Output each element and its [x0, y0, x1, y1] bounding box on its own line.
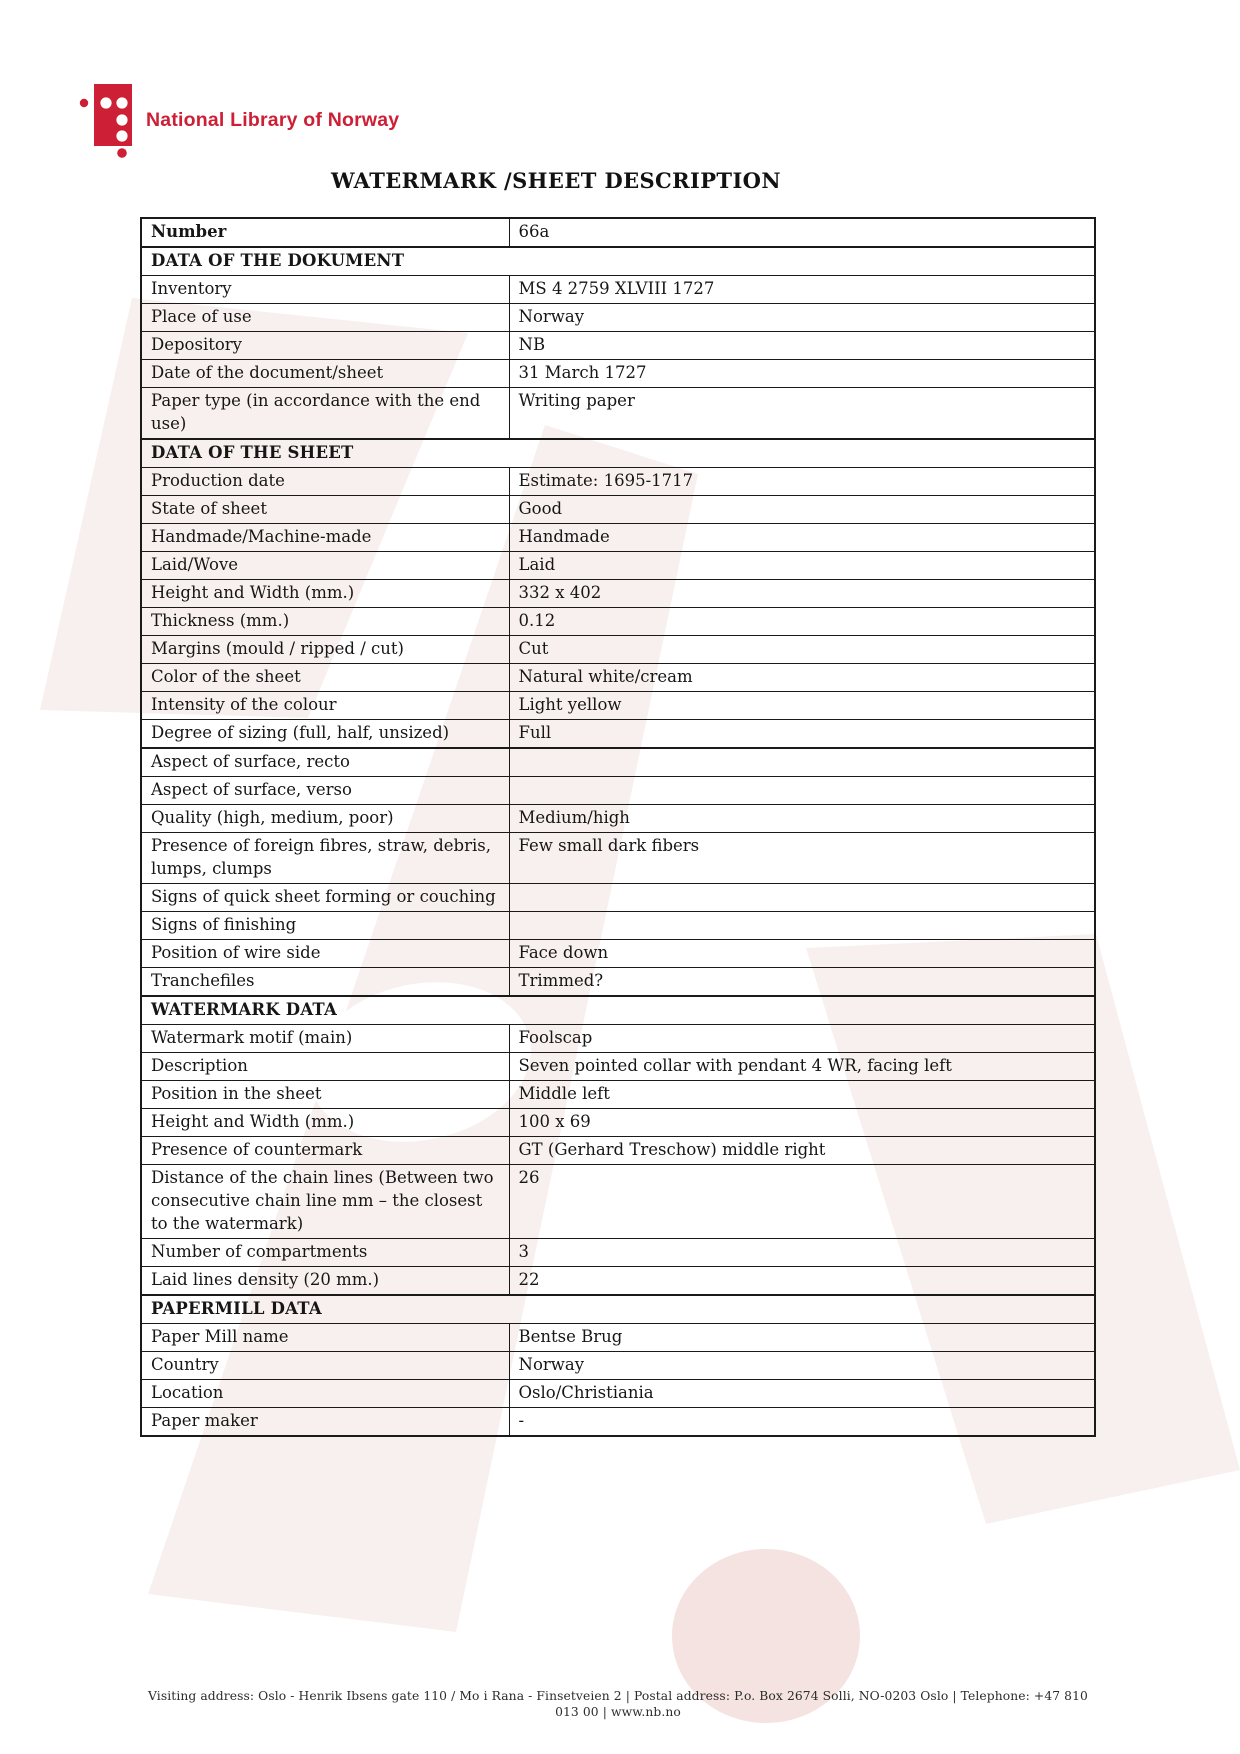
field-value: Middle left — [509, 1081, 1095, 1109]
field-label: Number — [141, 218, 509, 247]
table-row — [141, 1137, 1095, 1165]
footer-contact: Visiting address: Oslo - Henrik Ibsens gate 110 / Mo i Rana - Finsetveien 2 | Postal address: P.o. Box 2674 Solli, NO-0203 Oslo | Telephone: +47 810 013 00 | www.nb.no — [148, 1689, 1088, 1719]
section-header-row — [141, 247, 1095, 276]
field-value: Good — [509, 496, 1095, 524]
field-label: Signs of finishing — [141, 912, 509, 940]
field-value: 332 x 402 — [509, 580, 1095, 608]
field-value: MS 4 2759 XLVIII 1727 — [509, 276, 1095, 304]
field-label: Height and Width (mm.) — [141, 1109, 509, 1137]
field-label: Laid/Wove — [141, 552, 509, 580]
table-row — [141, 388, 1095, 440]
field-value: 66a — [509, 218, 1095, 247]
field-value: GT (Gerhard Treschow) middle right — [509, 1137, 1095, 1165]
section-title: DATA OF THE SHEET — [141, 439, 1095, 468]
table-row — [141, 496, 1095, 524]
table-row — [141, 468, 1095, 496]
table-row — [141, 608, 1095, 636]
field-value: Laid — [509, 552, 1095, 580]
field-value: - — [509, 1408, 1095, 1437]
table-row — [141, 968, 1095, 997]
table-row — [141, 1081, 1095, 1109]
table-row — [141, 1324, 1095, 1352]
field-label: Aspect of surface, verso — [141, 777, 509, 805]
field-value: Face down — [509, 940, 1095, 968]
table-row — [141, 833, 1095, 884]
field-label: Presence of foreign fibres, straw, debris, lumps, clumps — [141, 833, 509, 884]
nb-logo-text: National Library of Norway — [146, 109, 400, 131]
field-value — [509, 777, 1095, 805]
section-header-row — [141, 439, 1095, 468]
field-value: 100 x 69 — [509, 1109, 1095, 1137]
field-value — [509, 912, 1095, 940]
table-row — [141, 580, 1095, 608]
field-value: Foolscap — [509, 1025, 1095, 1053]
section-title: PAPERMILL DATA — [141, 1295, 1095, 1324]
table-row — [141, 1352, 1095, 1380]
field-label: Aspect of surface, recto — [141, 748, 509, 777]
field-value: Light yellow — [509, 692, 1095, 720]
table-row — [141, 748, 1095, 777]
field-value: Trimmed? — [509, 968, 1095, 997]
table-row — [141, 276, 1095, 304]
field-value — [509, 748, 1095, 777]
table-row — [141, 884, 1095, 912]
field-label: Number of compartments — [141, 1239, 509, 1267]
field-value — [509, 884, 1095, 912]
watermark-description-table — [140, 217, 1096, 1437]
field-label: Thickness (mm.) — [141, 608, 509, 636]
field-value: 31 March 1727 — [509, 360, 1095, 388]
section-title: DATA OF THE DOKUMENT — [141, 247, 1095, 276]
section-header-row — [141, 996, 1095, 1025]
field-label: Date of the document/sheet — [141, 360, 509, 388]
field-value: Seven pointed collar with pendant 4 WR, facing left — [509, 1053, 1095, 1081]
table-row — [141, 1267, 1095, 1296]
field-label: Quality (high, medium, poor) — [141, 805, 509, 833]
table-row — [141, 1239, 1095, 1267]
table-row — [141, 360, 1095, 388]
table-row — [141, 524, 1095, 552]
field-value: Bentse Brug — [509, 1324, 1095, 1352]
field-value: Full — [509, 720, 1095, 749]
field-label: Height and Width (mm.) — [141, 580, 509, 608]
field-label: Intensity of the colour — [141, 692, 509, 720]
field-label: Presence of countermark — [141, 1137, 509, 1165]
table-row — [141, 1053, 1095, 1081]
field-value: NB — [509, 332, 1095, 360]
table-row — [141, 218, 1095, 247]
table-row — [141, 1408, 1095, 1437]
field-label: State of sheet — [141, 496, 509, 524]
field-label: Degree of sizing (full, half, unsized) — [141, 720, 509, 749]
field-label: Watermark motif (main) — [141, 1025, 509, 1053]
field-value: Norway — [509, 1352, 1095, 1380]
field-value: 0.12 — [509, 608, 1095, 636]
section-header-row — [141, 1295, 1095, 1324]
field-value: Handmade — [509, 524, 1095, 552]
page-title: WATERMARK /SHEET DESCRIPTION — [331, 168, 781, 193]
field-value: Natural white/cream — [509, 664, 1095, 692]
field-label: Inventory — [141, 276, 509, 304]
field-label: Country — [141, 1352, 509, 1380]
table-row — [141, 720, 1095, 749]
table-row — [141, 777, 1095, 805]
table-row — [141, 1025, 1095, 1053]
field-label: Paper Mill name — [141, 1324, 509, 1352]
table-row — [141, 1165, 1095, 1239]
field-value: 22 — [509, 1267, 1095, 1296]
field-value: Writing paper — [509, 388, 1095, 440]
field-label: Tranchefiles — [141, 968, 509, 997]
table-row — [141, 332, 1095, 360]
field-value: 3 — [509, 1239, 1095, 1267]
field-label: Location — [141, 1380, 509, 1408]
table-row — [141, 805, 1095, 833]
field-label: Place of use — [141, 304, 509, 332]
field-label: Signs of quick sheet forming or couching — [141, 884, 509, 912]
field-label: Position in the sheet — [141, 1081, 509, 1109]
field-label: Margins (mould / ripped / cut) — [141, 636, 509, 664]
field-label: Paper maker — [141, 1408, 509, 1437]
field-label: Color of the sheet — [141, 664, 509, 692]
field-value: Estimate: 1695-1717 — [509, 468, 1095, 496]
field-label: Depository — [141, 332, 509, 360]
field-value: Few small dark fibers — [509, 833, 1095, 884]
table-row — [141, 692, 1095, 720]
field-label: Laid lines density (20 mm.) — [141, 1267, 509, 1296]
table-row — [141, 940, 1095, 968]
table-row — [141, 552, 1095, 580]
field-label: Production date — [141, 468, 509, 496]
field-label: Position of wire side — [141, 940, 509, 968]
field-label: Distance of the chain lines (Between two consecutive chain line mm – the closest to the watermark) — [141, 1165, 509, 1239]
table-row — [141, 1109, 1095, 1137]
section-title: WATERMARK DATA — [141, 996, 1095, 1025]
field-value: Cut — [509, 636, 1095, 664]
field-value: Oslo/Christiania — [509, 1380, 1095, 1408]
field-label: Handmade/Machine-made — [141, 524, 509, 552]
field-label: Paper type (in accordance with the end use) — [141, 388, 509, 440]
table-row — [141, 304, 1095, 332]
field-value: Norway — [509, 304, 1095, 332]
field-value: Medium/high — [509, 805, 1095, 833]
table-row — [141, 1380, 1095, 1408]
table-row — [141, 664, 1095, 692]
table-row — [141, 636, 1095, 664]
table-row — [141, 912, 1095, 940]
field-label: Description — [141, 1053, 509, 1081]
field-value: 26 — [509, 1165, 1095, 1239]
